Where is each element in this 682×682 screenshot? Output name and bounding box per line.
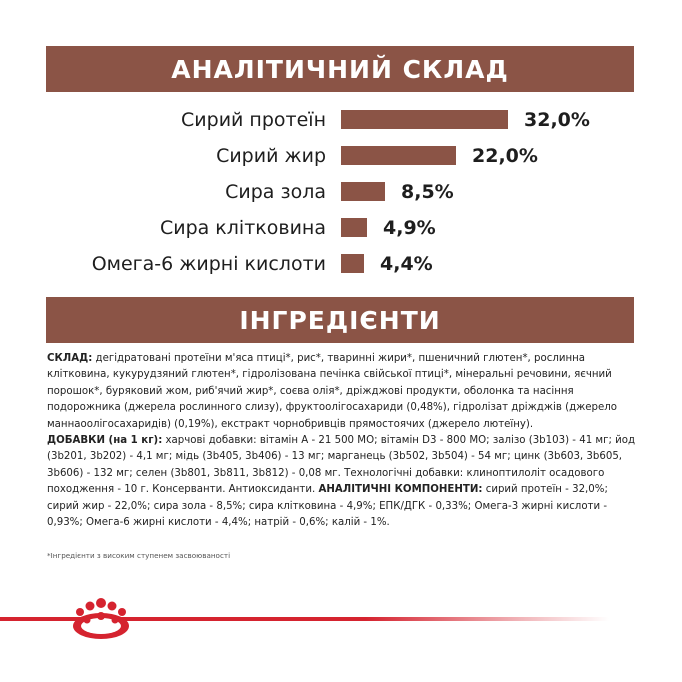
nutrition-label: Сира клітковина [159,217,326,239]
nutrition-label: Сира зола [225,181,326,203]
nutrition-value: 32,0% [524,109,590,131]
ingredients-title: ІНГРЕДІЄНТИ [239,305,441,335]
analysis-title: АНАЛІТИЧНИЙ СКЛАД [171,54,509,84]
nutrition-bar [341,218,367,237]
royal-canin-crown-icon [66,596,136,642]
nutrition-row [0,141,682,171]
nutrition-row [0,213,682,243]
components-text: сирий протеїн - 32,0%; сирий жир - 22,0%; сира зола - 8,5%; сира клітковина - 4,9%; ЕПК/ДГК - 0,33%; Омега-3 жирні кислоти - 0,93%; Омега-6 жирні кислоти - 4,4%; натрій - 0,6%; калій - 1%. [47,484,608,529]
nutrition-bar [341,182,385,201]
composition-label: СКЛАД: [47,353,93,364]
nutrition-row [0,105,682,135]
nutrition-bar [341,110,508,129]
nutrition-label: Сирий протеїн [181,109,326,131]
nutrition-value: 8,5% [401,181,454,203]
footnote: *Інгредієнти з високим ступенем засвоюваності [47,551,231,560]
additives-paragraph [47,433,639,531]
nutrition-value: 4,9% [383,217,436,239]
nutrition-bar [341,146,456,165]
analysis-banner [46,46,634,92]
nutrition-label: Сирий жир [216,145,326,167]
nutrition-row [0,177,682,207]
additives-label: ДОБАВКИ (на 1 кг): [47,435,163,447]
nutrition-value: 22,0% [472,145,538,167]
composition-text: дегідратовані протеїни м'яса птиці*, рис*, тваринні жири*, пшеничний глютен*, рослинна клітковина, кукурудзяний глютен*, гідролізована печінка свійської птиці*, мінеральні речовини, яєчний порошок*, буряковий жом, риб'ячий жир*, соєва олія*, дріжджові продукти, оболонка та насіння подорожника (джерела рослинного слизу), фруктоолігосахариди (0,48%), гідролізат дріжджів (джерело маннаоолігосахаридів) (0,19%), екстракт чорнобривців прямостоячих (джерело лютеїну). [47,353,618,430]
ingredients-text-block [47,351,639,531]
composition-paragraph [47,351,639,433]
ingredients-banner [46,297,634,343]
nutrition-bar [341,254,364,273]
additives-text: харчові добавки: вітамін А - 21 500 МО; вітамін D3 - 800 МО; залізо (3b103) - 41 мг; йод (3b201, 3b202) - 4,1 мг; мідь (3b405, 3b406) - 13 мг; марганець (3b502, 3b504) - 54 мг; цинк (3b603, 3b605, 3b606) - 132 мг; селен (3b801, 3b811, 3b812) - 0,08 мг. Технологічні добавки: клиноптилоліт осадового походження - 10 г. Консерванти. Антиоксиданти. [47,435,636,496]
nutrition-value: 4,4% [380,253,433,275]
nutrition-label: Омега-6 жирні кислоти [91,253,326,275]
components-label: АНАЛІТИЧНІ КОМПОНЕНТИ: [318,484,483,496]
nutrition-row [0,249,682,279]
